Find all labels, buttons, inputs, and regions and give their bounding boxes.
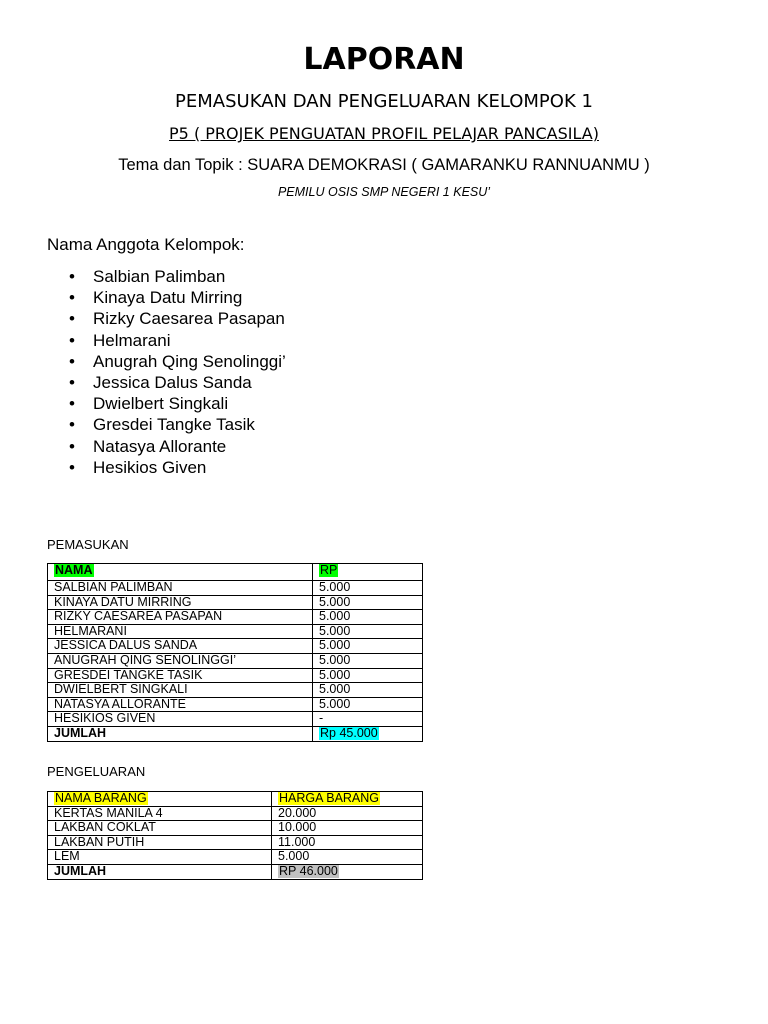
theme-topic: Tema dan Topik : SUARA DEMOKRASI ( GAMARANKU RANNUANMU ) (118, 156, 650, 174)
income-total-label-cell (48, 726, 313, 741)
income-amount: 5.000 (319, 682, 351, 697)
bullet-icon: • (69, 267, 75, 286)
income-amount-cell (313, 581, 423, 596)
income-name: KINAYA DATU MIRRING (54, 595, 192, 609)
bullet-icon: • (69, 372, 75, 392)
event-subtitle: PEMILU OSIS SMP NEGERI 1 KESU’ (277, 185, 491, 199)
member-item (47, 330, 286, 351)
member-name: Helmarani (93, 330, 171, 350)
income-header-amount-label: RP (320, 563, 338, 577)
income-total-row (48, 726, 423, 741)
expense-total-price-cell (272, 864, 423, 879)
income-amount: 5.000 (319, 638, 351, 653)
member-item (47, 351, 286, 372)
income-table (47, 563, 423, 742)
income-name: GRESDEI TANGKE TASIK (54, 668, 203, 682)
expense-total-label-cell (48, 864, 272, 879)
member-name: Jessica Dalus Sanda (93, 372, 252, 392)
income-name-cell (48, 697, 313, 712)
bullet-icon: • (69, 415, 75, 435)
income-name-cell (48, 595, 313, 610)
member-name: Anugrah Qing Senolinggi’ (93, 351, 286, 371)
member-item (47, 287, 286, 308)
expense-row (48, 806, 423, 821)
expense-item-cell (48, 835, 272, 850)
bullet-icon: • (69, 457, 75, 477)
project-subtitle: P5 ( PROJEK PENGUATAN PROFIL PELAJAR PANCASILA) (169, 124, 599, 143)
expense-table (47, 791, 423, 880)
bullet-icon: • (69, 309, 75, 329)
member-name: Hesikios Given (93, 457, 207, 477)
bullet-icon: • (69, 436, 75, 456)
expense-row (48, 850, 423, 865)
income-name-cell (48, 712, 313, 727)
expense-header-price (272, 792, 423, 807)
income-amount: 5.000 (319, 668, 351, 682)
expense-header-price-label: HARGA BARANG (279, 791, 380, 805)
member-name: Rizky Caesarea Pasapan (93, 309, 285, 329)
expense-section-label: PENGELUARAN (47, 764, 146, 779)
member-item (47, 457, 286, 478)
income-amount: - (319, 711, 324, 726)
member-name: Natasya Allorante (93, 436, 227, 456)
member-name: Gresdei Tangke Tasik (93, 415, 255, 435)
income-name: DWIELBERT SINGKALI (54, 682, 188, 697)
member-name: Dwielbert Singkali (93, 394, 229, 414)
income-amount: 5.000 (319, 595, 351, 609)
expense-item: LAKBAN COKLAT (54, 820, 156, 835)
income-total-label: JUMLAH (54, 726, 107, 740)
income-row (48, 697, 423, 712)
income-amount: 5.000 (319, 697, 351, 711)
member-name: Kinaya Datu Mirring (93, 288, 243, 308)
income-amount: 5.000 (319, 609, 351, 624)
expense-price-cell (272, 806, 423, 821)
expense-header-item (48, 792, 272, 807)
income-name-cell (48, 624, 313, 639)
income-amount-cell (313, 624, 423, 639)
income-total-amount: Rp 45.000 (320, 726, 378, 740)
income-amount: 5.000 (319, 580, 351, 594)
income-amount-cell (313, 639, 423, 654)
income-row (48, 624, 423, 639)
income-amount: 5.000 (319, 653, 351, 667)
income-amount-cell (313, 610, 423, 625)
bullet-icon: • (69, 394, 75, 414)
income-amount-cell (313, 683, 423, 698)
member-item (47, 414, 286, 435)
income-amount-cell (313, 595, 423, 610)
income-row (48, 668, 423, 683)
expense-price: 5.000 (278, 849, 310, 864)
members-label: Nama Anggota Kelompok: (47, 235, 245, 254)
member-item (47, 308, 286, 329)
income-name-cell (48, 683, 313, 698)
expense-header-row (48, 792, 423, 807)
income-name: HELMARANI (54, 624, 127, 638)
expense-price-cell (272, 850, 423, 865)
income-section-label: PEMASUKAN (47, 537, 129, 552)
expense-row (48, 835, 423, 850)
income-row (48, 683, 423, 698)
income-row (48, 712, 423, 727)
expense-item-cell (48, 821, 272, 836)
bullet-icon: • (69, 330, 75, 350)
income-name-cell (48, 639, 313, 654)
income-row (48, 581, 423, 596)
member-item (47, 372, 286, 393)
income-amount-cell (313, 668, 423, 683)
income-name-cell (48, 653, 313, 668)
expense-item: KERTAS MANILA 4 (54, 806, 163, 820)
income-header-row (48, 564, 423, 581)
income-name-cell (48, 668, 313, 683)
member-item (47, 436, 286, 457)
income-name: NATASYA ALLORANTE (54, 697, 186, 711)
expense-price: 11.000 (278, 835, 316, 849)
bullet-icon: • (69, 288, 75, 308)
income-amount-cell (313, 712, 423, 727)
income-name: HESIKIOS GIVEN (54, 711, 156, 726)
income-name-cell (48, 610, 313, 625)
report-subtitle: PEMASUKAN DAN PENGELUARAN KELOMPOK 1 (175, 91, 593, 112)
income-row (48, 653, 423, 668)
income-header-amount (313, 564, 423, 581)
income-amount-cell (313, 697, 423, 712)
expense-price: 20.000 (278, 806, 317, 820)
income-header-name (48, 564, 313, 581)
expense-price-cell (272, 835, 423, 850)
expense-total-label: JUMLAH (54, 864, 107, 878)
expense-row (48, 821, 423, 836)
income-name: ANUGRAH QING SENOLINGGI’ (54, 653, 236, 667)
income-row (48, 639, 423, 654)
member-item (47, 393, 286, 414)
page-title: LAPORAN (303, 42, 465, 77)
expense-total-price: RP 46.000 (279, 864, 338, 878)
expense-total-row (48, 864, 423, 879)
member-item (47, 266, 286, 287)
income-amount: 5.000 (319, 624, 351, 638)
expense-header-item-label: NAMA BARANG (55, 791, 147, 805)
income-total-amount-cell (313, 726, 423, 741)
expense-item: LAKBAN PUTIH (54, 835, 145, 849)
expense-item-cell (48, 806, 272, 821)
income-row (48, 610, 423, 625)
income-amount-cell (313, 653, 423, 668)
expense-item: LEM (54, 849, 80, 864)
bullet-icon: • (69, 351, 75, 371)
income-row (48, 595, 423, 610)
expense-price-cell (272, 821, 423, 836)
member-name: Salbian Palimban (93, 267, 226, 286)
expense-item-cell (48, 850, 272, 865)
members-list (47, 266, 286, 478)
income-name: RIZKY CAESAREA PASAPAN (54, 609, 223, 624)
income-name: JESSICA DALUS SANDA (54, 638, 198, 653)
income-name: SALBIAN PALIMBAN (54, 580, 173, 594)
income-header-name-label: NAMA (55, 563, 93, 577)
expense-price: 10.000 (278, 820, 317, 835)
income-name-cell (48, 581, 313, 596)
